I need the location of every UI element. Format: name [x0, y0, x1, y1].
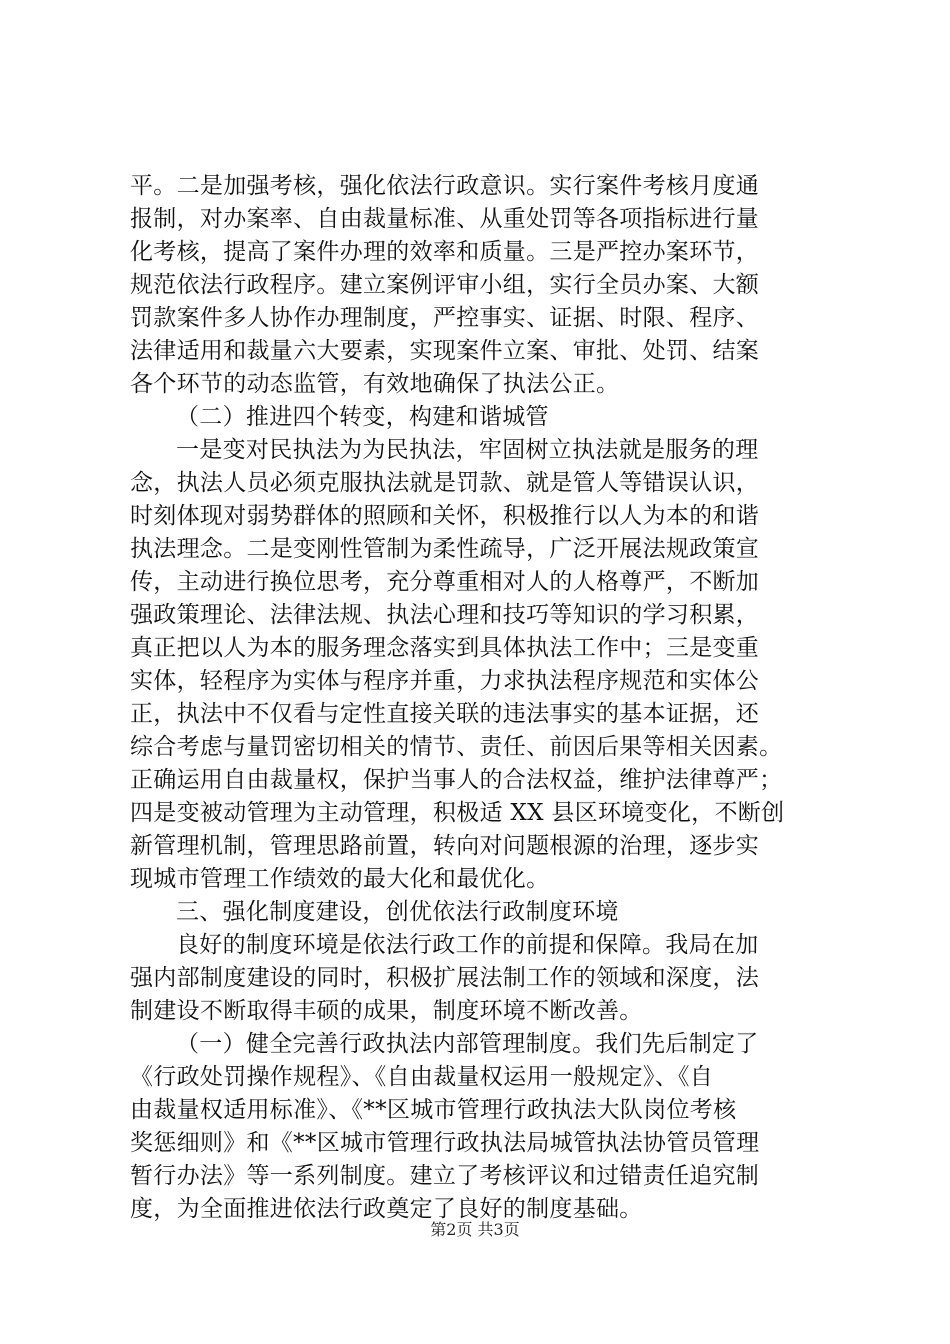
text-line: 度，为全面推进依法行政奠定了良好的制度基础。	[130, 1196, 643, 1222]
text-line: 罚款案件多人协作办理制度，严控事实、证据、时限、程序、	[130, 305, 760, 331]
text-line: 法律适用和裁量六大要素，实现案件立案、审批、处罚、结案	[130, 338, 760, 364]
text-line: 实体，轻程序为实体与程序并重，力求执法程序规范和实体公	[130, 668, 760, 694]
page-footer	[0, 1220, 950, 1240]
document-body	[130, 170, 830, 1226]
text-line: 平。二是加强考核，强化依法行政意识。实行案件考核月度通	[130, 173, 760, 199]
text-line: 制建设不断取得丰硕的成果，制度环境不断改善。	[130, 998, 643, 1024]
text-line: 正确运用自由裁量权，保护当事人的合法权益，维护法律尊严；	[130, 767, 783, 793]
text-line: 念，执法人员必须克服执法就是罚款、就是管人等错误认识，	[130, 470, 760, 496]
text-line: 强内部制度建设的同时，积极扩展法制工作的领域和深度，法	[130, 965, 760, 991]
text-line: 时刻体现对弱势群体的照顾和关怀，积极推行以人为本的和谐	[130, 503, 760, 529]
text-line: 新管理机制，管理思路前置，转向对问题根源的治理，逐步实	[130, 833, 760, 859]
text-line: （一）健全完善行政执法内部管理制度。我们先后制定了	[176, 1031, 759, 1057]
text-line: 四是变被动管理为主动管理，积极适 XX 县区环境变化，不断创	[130, 800, 785, 826]
text-line: 报制，对办案率、自由裁量标准、从重处罚等各项指标进行量	[130, 206, 760, 232]
text-line: 规范依法行政程序。建立案例评审小组，实行全员办案、大额	[130, 272, 760, 298]
text-line: 《行政处罚操作规程》、《自由裁量权运用一般规定》、《自	[130, 1064, 714, 1090]
text-line: 执法理念。二是变刚性管制为柔性疏导，广泛开展法规政策宣	[130, 536, 760, 562]
page-number: 第2页 共3页	[430, 1220, 520, 1239]
text-line: 各个环节的动态监管，有效地确保了执法公正。	[130, 371, 620, 397]
text-line: 强政策理论、法律法规、执法心理和技巧等知识的学习积累，	[130, 602, 760, 628]
section-heading: 三、强化制度建设，创优依法行政制度环境	[176, 899, 619, 925]
section-heading: （二）推进四个转变，构建和谐城管	[176, 404, 549, 430]
text-line: 现城市管理工作绩效的最大化和最优化。	[130, 866, 550, 892]
text-line: 良好的制度环境是依法行政工作的前提和保障。我局在加	[176, 932, 759, 958]
text-line: 传，主动进行换位思考，充分尊重相对人的人格尊严，不断加	[130, 569, 760, 595]
text-line: 奖惩细则》和《**区城市管理行政执法局城管执法协管员管理	[130, 1130, 760, 1156]
text-line: 综合考虑与量罚密切相关的情节、责任、前因后果等相关因素。	[130, 734, 783, 760]
text-line: 一是变对民执法为为民执法，牢固树立执法就是服务的理	[176, 437, 759, 463]
text-line: 由裁量权适用标准》、《**区城市管理行政执法大队岗位考核	[130, 1097, 737, 1123]
text-line: 真正把以人为本的服务理念落实到具体执法工作中；三是变重	[130, 635, 760, 661]
text-line: 暂行办法》等一系列制度。建立了考核评议和过错责任追究制	[130, 1163, 760, 1189]
text-line: 化考核，提高了案件办理的效率和质量。三是严控办案环节，	[130, 239, 760, 265]
text-line: 正，执法中不仅看与定性直接关联的违法事实的基本证据，还	[130, 701, 760, 727]
